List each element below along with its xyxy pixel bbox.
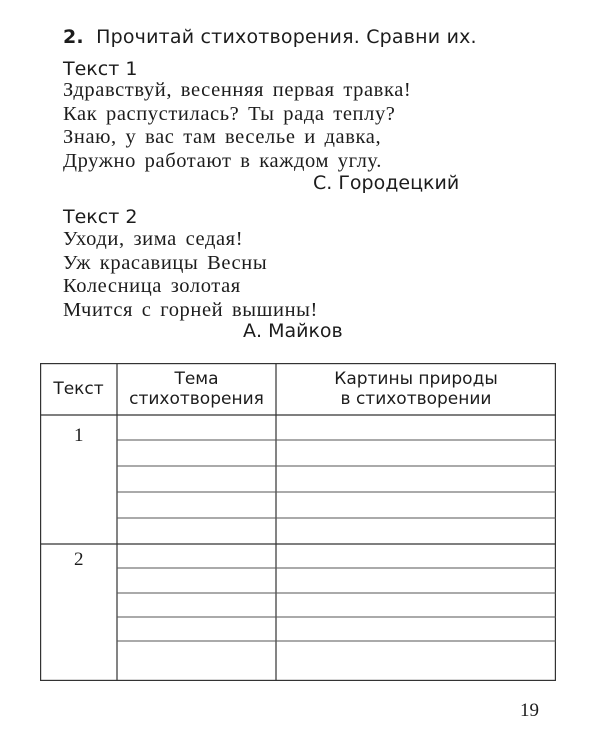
header-text-label: Текст <box>53 379 104 399</box>
poem-2-line: Мчится с горней вышины! <box>63 298 318 321</box>
poem-2-line: Колесница золотая <box>63 275 241 298</box>
row-number-1: 1 <box>74 425 84 446</box>
header-nature-line: Картины природы <box>334 369 498 389</box>
row-number-2: 2 <box>74 549 84 570</box>
poem-2-line: Уходи, зима седая! <box>63 228 244 250</box>
task-number: 2. <box>63 26 84 48</box>
poem-2-line: Уж красавицы Весны <box>63 251 268 274</box>
header-nature <box>276 369 556 409</box>
table-border <box>41 364 556 681</box>
table-grid <box>40 363 556 681</box>
header-theme-line: стихотворения <box>129 389 264 409</box>
text-2-label: Текст 2 <box>63 206 138 228</box>
poem-1-line: Дружно работают в каждом углу. <box>63 149 382 172</box>
poem-1 <box>63 79 411 173</box>
page-number: 19 <box>520 700 539 721</box>
poem-2 <box>63 228 318 322</box>
task-instruction: Прочитай стихотворения. Сравни их. <box>96 26 477 48</box>
poem-1-line: Знаю, у вас там веселье и давка, <box>63 126 382 149</box>
author-2: А. Майков <box>243 320 343 342</box>
task-header <box>63 26 477 48</box>
header-theme-line: Тема <box>174 369 219 389</box>
comparison-table <box>40 363 556 681</box>
header-nature-line: в стихотворении <box>340 389 492 409</box>
poem-1-line: Здравствуй, весенняя первая травка! <box>63 79 412 101</box>
author-1: С. Городецкий <box>313 172 460 194</box>
text-1-label: Текст 1 <box>63 58 138 80</box>
header-text <box>40 379 117 399</box>
poem-1-line: Как распустилась? Ты рада теплу? <box>63 102 396 125</box>
header-theme <box>117 369 276 409</box>
